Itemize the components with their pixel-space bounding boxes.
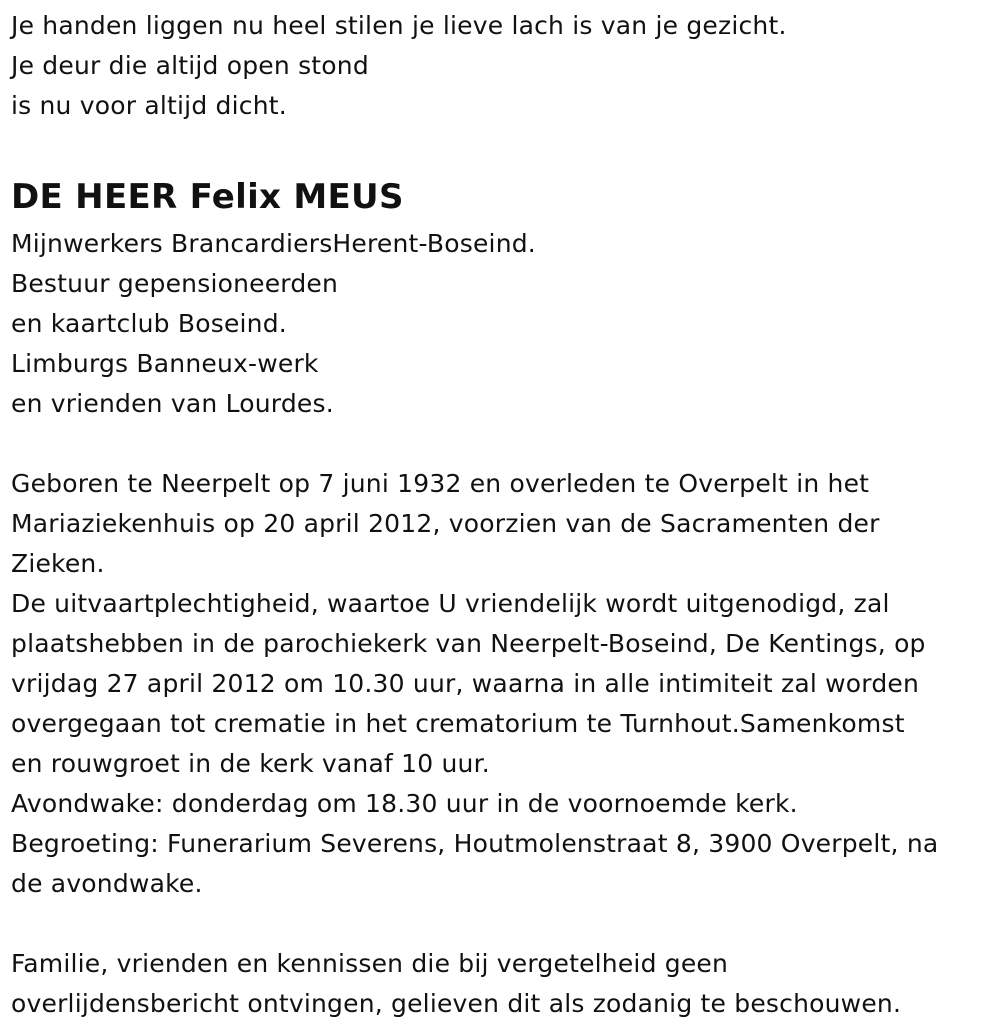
closing-line: overlijdensbericht ontvingen, gelieven dit als zodanig te beschouwen.	[11, 989, 902, 1018]
details-line: overgegaan tot crematie in het crematorium te Turnhout.Samenkomst	[11, 709, 905, 738]
closing	[11, 944, 991, 1024]
affiliation-line: Limburgs Banneux-werk	[11, 349, 319, 378]
spacer	[11, 126, 991, 166]
poem-line: Je handen liggen nu heel stilen je lieve lach is van je gezicht.	[11, 11, 787, 40]
details-line: Begroeting: Funerarium Severens, Houtmolenstraat 8, 3900 Overpelt, na	[11, 829, 939, 858]
details-line: plaatshebben in de parochiekerk van Neerpelt-Boseind, De Kentings, op	[11, 629, 926, 658]
affiliations	[11, 224, 991, 424]
deceased-name: DE HEER Felix MEUS	[11, 177, 404, 217]
details-line: De uitvaartplechtigheid, waartoe U vriendelijk wordt uitgenodigd, zal	[11, 589, 890, 618]
details-line: de avondwake.	[11, 869, 203, 898]
affiliation-line: Bestuur gepensioneerden	[11, 269, 339, 298]
poem-line: Je deur die altijd open stond	[11, 51, 369, 80]
affiliation-line: en kaartclub Boseind.	[11, 309, 287, 338]
details	[11, 464, 991, 904]
spacer	[11, 904, 991, 944]
details-line: Mariaziekenhuis op 20 april 2012, voorzien van de Sacramenten der	[11, 509, 880, 538]
details-line: en rouwgroet in de kerk vanaf 10 uur.	[11, 749, 490, 778]
details-line: vrijdag 27 april 2012 om 10.30 uur, waarna in alle intimiteit zal worden	[11, 669, 920, 698]
closing-line: Familie, vrienden en kennissen die bij vergetelheid geen	[11, 949, 729, 978]
affiliation-line: Mijnwerkers BrancardiersHerent-Boseind.	[11, 229, 536, 258]
poem	[11, 6, 991, 126]
details-line: Geboren te Neerpelt op 7 juni 1932 en overleden te Overpelt in het	[11, 469, 870, 498]
spacer	[11, 424, 991, 464]
poem-line: is nu voor altijd dicht.	[11, 91, 287, 120]
obituary-document	[11, 6, 991, 1024]
details-line: Zieken.	[11, 549, 105, 578]
details-line: Avondwake: donderdag om 18.30 uur in de voornoemde kerk.	[11, 789, 798, 818]
affiliation-line: en vrienden van Lourdes.	[11, 389, 334, 418]
